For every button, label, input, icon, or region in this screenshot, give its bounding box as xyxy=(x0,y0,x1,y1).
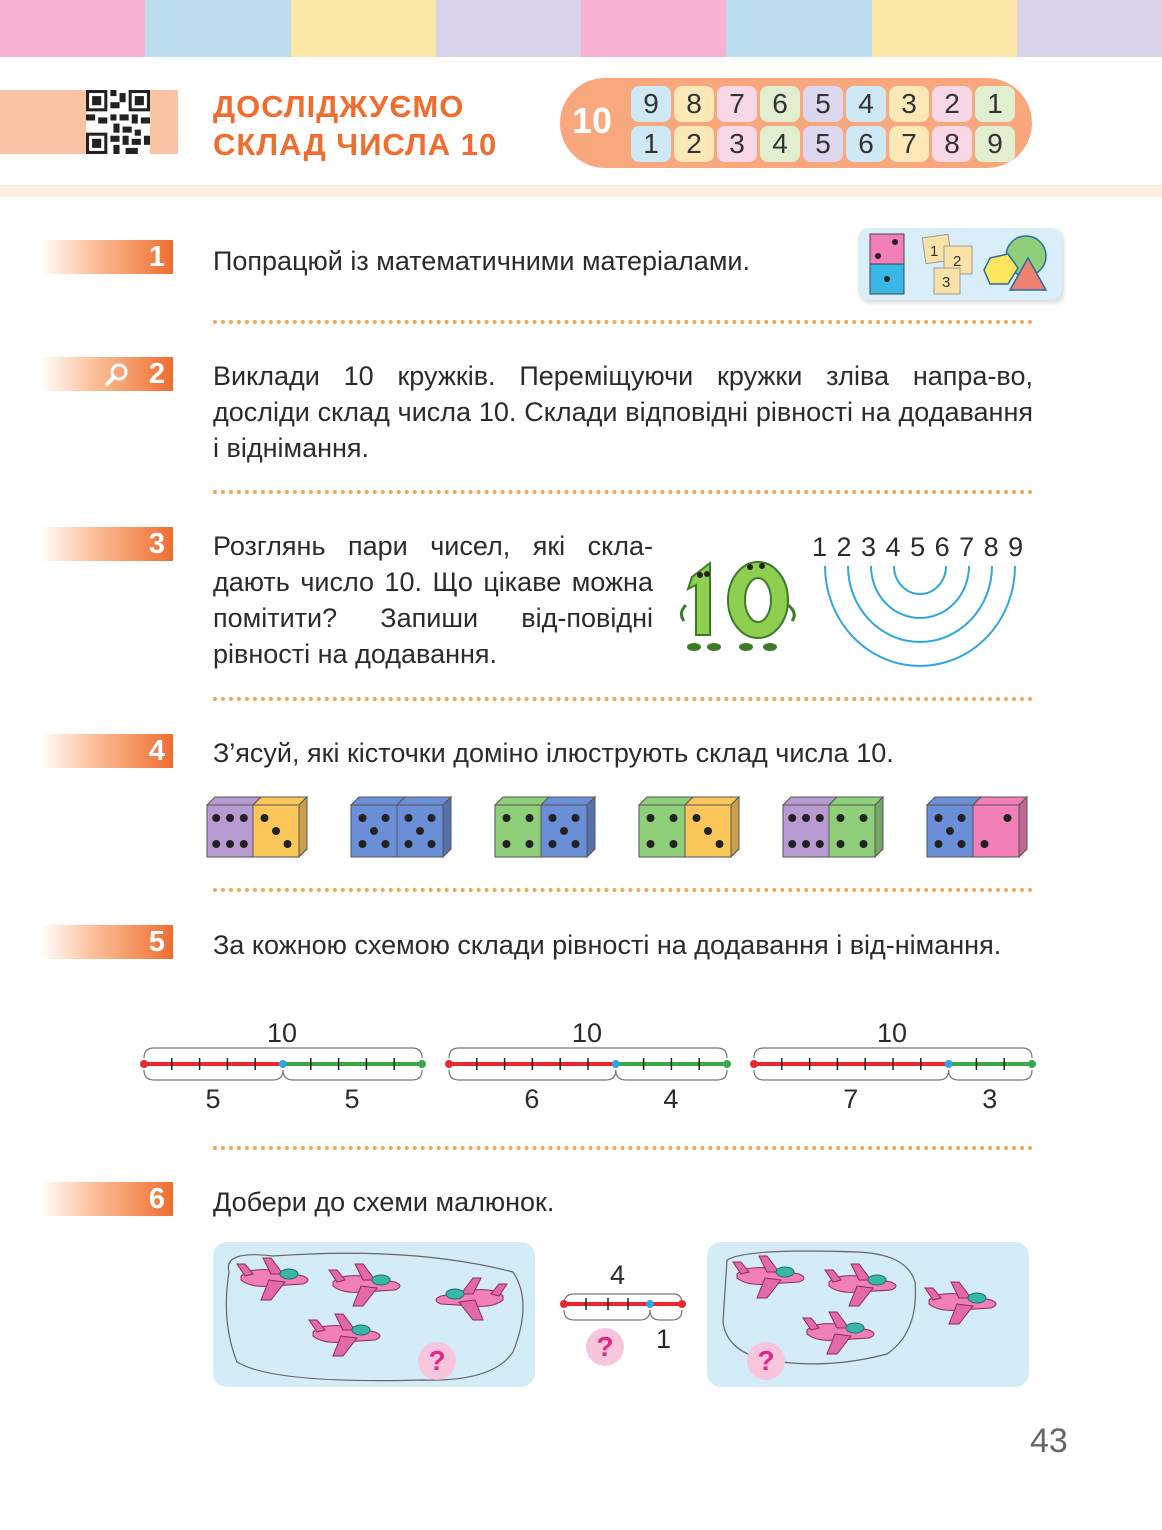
banner-number-cell: 9 xyxy=(975,126,1015,162)
task-badge-3 xyxy=(40,527,173,561)
left-brace xyxy=(144,1070,283,1080)
page-number: 43 xyxy=(1030,1422,1068,1460)
header-divider xyxy=(0,185,1162,197)
domino-pip xyxy=(958,814,966,822)
domino-half xyxy=(829,805,875,857)
task-number: 5 xyxy=(148,926,165,958)
number-ten-mascot xyxy=(670,555,810,655)
picture-left[interactable] xyxy=(213,1242,535,1387)
task-2-text: Виклади 10 кружків. Переміщуючи кружки зліва напра-во, досліди склад числа 10. Склади відповідні рівності на додавання і віднімання. xyxy=(213,361,1033,463)
stripe xyxy=(436,0,581,57)
domino-side-face xyxy=(587,797,595,857)
card-label: 2 xyxy=(953,253,962,270)
domino-pip xyxy=(560,827,568,835)
domino-pip xyxy=(370,827,378,835)
dotted-divider xyxy=(213,490,1033,494)
domino-pip xyxy=(704,827,712,835)
banner-number-cell: 8 xyxy=(674,86,714,122)
stripe xyxy=(1017,0,1162,57)
domino-half xyxy=(639,805,685,857)
banner-number-cell: 8 xyxy=(932,126,972,162)
stripe xyxy=(0,0,145,57)
task-3-text: Розглянь пари чисел, які скла-дають число 10. Що цікаве можна помітити? Запиши від-повідні рівності на додавання. xyxy=(213,531,653,669)
task-6-scheme xyxy=(556,1262,696,1382)
scheme-total-label: 10 xyxy=(877,1018,908,1048)
domino-pip xyxy=(405,814,413,822)
endpoint xyxy=(140,1060,148,1068)
airplane-icon xyxy=(309,1314,380,1356)
domino-pip xyxy=(272,827,280,835)
left-brace xyxy=(449,1070,616,1080)
top-color-stripes xyxy=(0,0,1162,57)
domino-half xyxy=(207,805,253,857)
domino-pip xyxy=(526,814,534,822)
stripe xyxy=(872,0,1017,57)
banner-number-cell: 6 xyxy=(760,86,800,122)
domino-set xyxy=(205,795,1045,865)
domino-pip xyxy=(212,814,220,822)
scheme-right-label: 3 xyxy=(982,1084,998,1114)
endpoint xyxy=(750,1060,758,1068)
page-title xyxy=(213,88,497,164)
scheme-total-label: 10 xyxy=(267,1018,298,1048)
domino-pip xyxy=(647,814,655,822)
picture-right[interactable] xyxy=(707,1242,1029,1387)
domino-pip xyxy=(428,840,436,848)
domino-side-face xyxy=(299,797,307,857)
stripe xyxy=(581,0,726,57)
segment-scheme xyxy=(140,1048,426,1080)
dotted-divider xyxy=(213,888,1033,892)
number-sequence: 1 2 3 4 5 6 7 8 9 xyxy=(812,532,1025,562)
split-point xyxy=(945,1060,953,1068)
task-badge-6 xyxy=(40,1182,173,1216)
domino-half xyxy=(783,805,829,857)
domino-pip xyxy=(572,814,580,822)
domino-pip xyxy=(716,840,724,848)
domino xyxy=(495,797,595,857)
domino-top-face xyxy=(783,797,837,805)
title-line-2: СКЛАД ЧИСЛА 10 xyxy=(213,127,498,162)
domino-half xyxy=(495,805,541,857)
domino-pip xyxy=(526,840,534,848)
task-number: 2 xyxy=(148,358,165,390)
stripe xyxy=(726,0,871,57)
domino-side-face xyxy=(731,797,739,857)
number-composition-banner xyxy=(560,78,1032,168)
task-4-text: З’ясуй, які кісточки доміно ілюструють склад числа 10. xyxy=(213,738,894,768)
task-badge-1 xyxy=(40,240,173,274)
domino-pip xyxy=(860,814,868,822)
domino-pip xyxy=(647,840,655,848)
domino-top-face xyxy=(639,797,693,805)
task-1-text: Попрацюй із математичними матеріалами. xyxy=(213,246,750,276)
qr-code-icon[interactable] xyxy=(86,90,150,154)
domino-pip xyxy=(981,840,989,848)
math-materials-picture xyxy=(858,228,1062,300)
banner-number: 10 xyxy=(572,100,613,141)
domino-pip xyxy=(860,840,868,848)
domino-pip xyxy=(802,814,810,822)
scheme-segment-icon xyxy=(556,1262,696,1382)
domino-pip xyxy=(935,840,943,848)
domino-pip xyxy=(284,840,292,848)
domino-top-face xyxy=(495,797,549,805)
domino-pip xyxy=(958,840,966,848)
domino-side-face xyxy=(443,797,451,857)
question-mark-badge: ? xyxy=(418,1342,456,1380)
segment-schemes xyxy=(130,1010,1050,1130)
domino-top-face xyxy=(253,797,307,805)
domino-top-face xyxy=(541,797,595,805)
domino-pip xyxy=(802,840,810,848)
airplane-icon xyxy=(237,1258,308,1300)
pair-arcs-diagram xyxy=(820,566,1020,676)
domino-top-face xyxy=(973,797,1027,805)
domino-pip xyxy=(788,840,796,848)
dotted-divider xyxy=(213,320,1033,324)
domino-pip xyxy=(428,814,436,822)
domino-pip xyxy=(816,814,824,822)
right-brace xyxy=(616,1070,727,1080)
banner-bottom-row xyxy=(631,126,1015,162)
dotted-divider xyxy=(213,697,1033,701)
airplane-icon xyxy=(803,1312,874,1354)
domino-pip xyxy=(549,814,557,822)
domino-pip xyxy=(1004,814,1012,822)
task-number: 3 xyxy=(148,528,165,560)
question-mark-badge: ? xyxy=(586,1328,624,1366)
banner-number-cell: 2 xyxy=(932,86,972,122)
right-brace xyxy=(949,1070,1032,1080)
banner-number-cell: 4 xyxy=(846,86,886,122)
domino-pip xyxy=(226,814,234,822)
split-point xyxy=(279,1060,287,1068)
endpoint xyxy=(418,1060,426,1068)
dotted-divider xyxy=(213,1146,1033,1150)
domino-side-face xyxy=(875,797,883,857)
domino-pip xyxy=(837,840,845,848)
domino-top-face xyxy=(927,797,981,805)
domino-pip xyxy=(503,840,511,848)
total-brace xyxy=(144,1048,422,1058)
card-label: 1 xyxy=(930,243,939,260)
magnifier-icon xyxy=(105,362,129,386)
banner-number-cell: 3 xyxy=(717,126,757,162)
domino-top-face xyxy=(685,797,739,805)
banner-number-cell: 1 xyxy=(975,86,1015,122)
domino-top-face xyxy=(207,797,261,805)
task-badge-4 xyxy=(40,734,173,768)
banner-number-cell: 9 xyxy=(631,86,671,122)
task-number: 6 xyxy=(148,1183,165,1215)
domino-pip xyxy=(359,814,367,822)
airplane-icon xyxy=(329,1264,400,1306)
domino-top-face xyxy=(829,797,883,805)
planes-group-icon xyxy=(213,1242,535,1387)
banner-number-cell: 5 xyxy=(803,126,843,162)
domino-pip xyxy=(359,840,367,848)
banner-number-cell: 1 xyxy=(631,126,671,162)
domino-pip xyxy=(240,814,248,822)
card-label: 3 xyxy=(942,274,951,291)
right-brace xyxy=(283,1070,422,1080)
domino xyxy=(783,797,883,857)
scheme-right-label: 5 xyxy=(344,1084,360,1114)
domino-pip xyxy=(946,827,954,835)
domino-pip xyxy=(572,840,580,848)
domino-top-face xyxy=(351,797,405,805)
title-line-1: ДОСЛІДЖУЄМО xyxy=(213,89,465,124)
total-brace xyxy=(449,1048,727,1058)
domino-pip xyxy=(240,840,248,848)
domino xyxy=(207,797,307,857)
domino-pip xyxy=(503,814,511,822)
domino-pip xyxy=(212,840,220,848)
domino-pip xyxy=(788,814,796,822)
banner-number-cell: 4 xyxy=(760,126,800,162)
endpoint xyxy=(445,1060,453,1068)
domino-pip xyxy=(382,840,390,848)
banner-number-cell: 6 xyxy=(846,126,886,162)
task-number: 1 xyxy=(148,241,165,273)
endpoint xyxy=(1028,1060,1036,1068)
airplane-icon xyxy=(733,1256,804,1298)
banner-top-row xyxy=(631,86,1015,122)
domino xyxy=(639,797,739,857)
total-brace xyxy=(754,1048,1032,1058)
banner-number-cell: 7 xyxy=(889,126,929,162)
domino-pip xyxy=(816,840,824,848)
domino-pip xyxy=(935,814,943,822)
scheme-left-label: 7 xyxy=(843,1084,859,1114)
domino xyxy=(351,797,451,857)
split-point xyxy=(612,1060,620,1068)
domino-half xyxy=(973,805,1019,857)
segment-scheme xyxy=(445,1048,731,1080)
stripe xyxy=(291,0,436,57)
scheme-left-label: 5 xyxy=(205,1084,221,1114)
stripe xyxy=(145,0,290,57)
materials-icon xyxy=(858,228,1062,300)
domino-pip xyxy=(382,814,390,822)
airplane-icon xyxy=(436,1278,507,1320)
scheme-total: 4 xyxy=(610,1260,626,1290)
domino-pip xyxy=(670,814,678,822)
airplane-icon xyxy=(925,1282,996,1324)
task-6-text: Добери до схеми малюнок. xyxy=(213,1187,555,1217)
question-mark-badge: ? xyxy=(747,1342,785,1380)
scheme-part: 1 xyxy=(656,1324,672,1354)
task-number: 4 xyxy=(148,735,165,767)
scheme-right-label: 4 xyxy=(663,1084,679,1114)
airplane-icon xyxy=(825,1264,896,1306)
domino-pip xyxy=(226,840,234,848)
left-brace xyxy=(754,1070,949,1080)
task-5-text: За кожною схемою склади рівності на додавання і від-німання. xyxy=(213,930,1002,960)
domino-pip xyxy=(549,840,557,848)
domino-pip xyxy=(261,814,269,822)
domino-pip xyxy=(405,840,413,848)
scheme-total-label: 10 xyxy=(572,1018,603,1048)
domino-pip xyxy=(693,814,701,822)
banner-number-cell: 7 xyxy=(717,86,757,122)
domino-pip xyxy=(416,827,424,835)
task-badge-2 xyxy=(40,357,173,391)
segment-scheme xyxy=(750,1048,1036,1080)
domino-side-face xyxy=(1019,797,1027,857)
endpoint xyxy=(723,1060,731,1068)
domino-pip xyxy=(670,840,678,848)
banner-number-cell: 5 xyxy=(803,86,843,122)
domino-pip xyxy=(837,814,845,822)
task-badge-5 xyxy=(40,925,173,959)
banner-number-cell: 2 xyxy=(674,126,714,162)
domino xyxy=(927,797,1027,857)
banner-number-cell: 3 xyxy=(889,86,929,122)
scheme-left-label: 6 xyxy=(524,1084,540,1114)
domino-top-face xyxy=(397,797,451,805)
